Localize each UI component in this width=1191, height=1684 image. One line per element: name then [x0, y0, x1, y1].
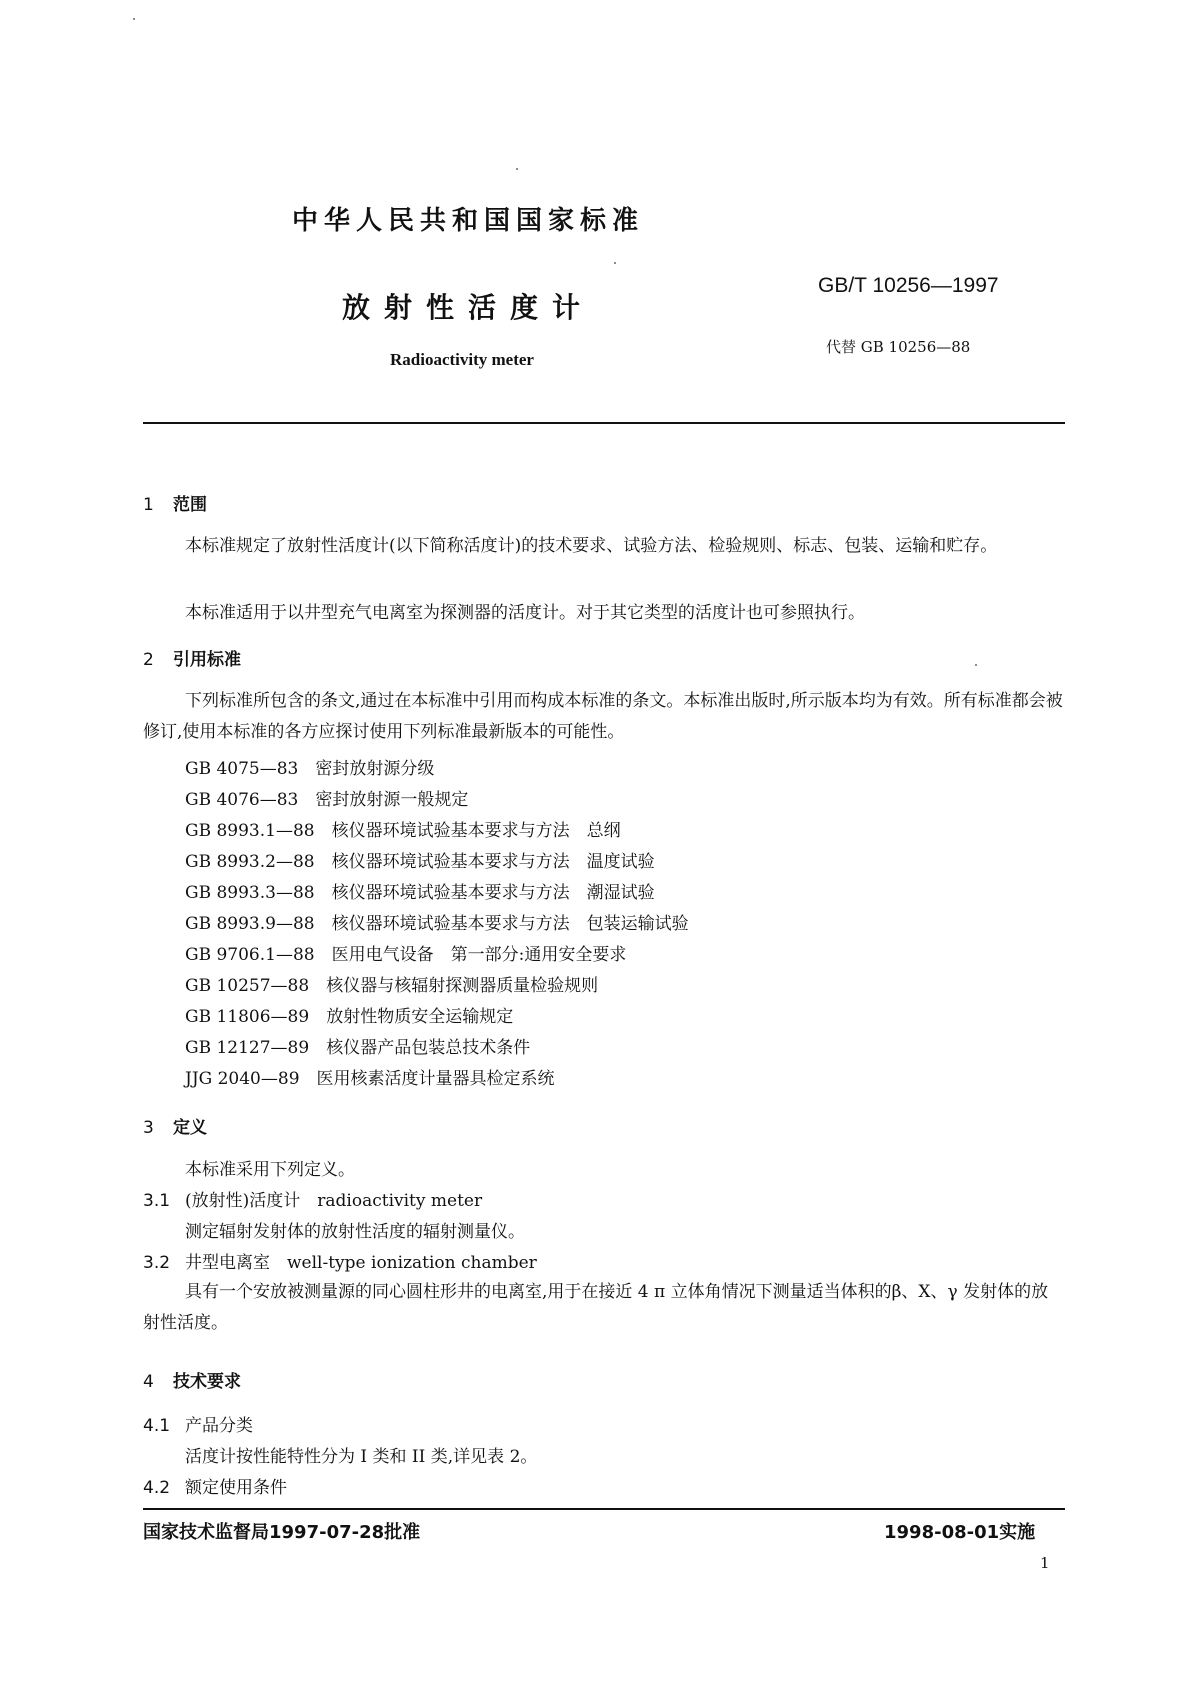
page-number: 1: [1040, 1554, 1050, 1572]
section-1-para-1: 本标准规定了放射性活度计(以下简称活度计)的技术要求、试验方法、检验规则、标志、包装、运输和贮存。: [185, 536, 998, 556]
section-2-heading: [143, 645, 241, 670]
clause-title: 额定使用条件: [185, 1478, 287, 1498]
reference-item: GB 4076—83 密封放射源一般规定: [185, 790, 469, 810]
national-standard-heading: 中华人民共和国国家标准: [292, 206, 645, 236]
section-title: 范围: [173, 495, 207, 515]
replaces-standard: 代替 GB 10256—88: [826, 338, 971, 356]
clause-number: 3.1: [143, 1191, 171, 1211]
definition-term: (放射性)活度计 radioactivity meter: [185, 1191, 483, 1211]
clause-title: 产品分类: [185, 1416, 253, 1436]
reference-item: GB 8993.2—88 核仪器环境试验基本要求与方法 温度试验: [185, 852, 655, 872]
reference-item: GB 8993.1—88 核仪器环境试验基本要求与方法 总纲: [185, 821, 621, 841]
scan-speck: [133, 18, 135, 20]
footer-divider: [143, 1508, 1065, 1510]
clause-4-1-text: 活度计按性能特性分为 I 类和 II 类,详见表 2。: [185, 1447, 538, 1467]
section-3-heading: [143, 1113, 207, 1138]
section-1-para-2: 本标准适用于以井型充气电离室为探测器的活度计。对于其它类型的活度计也可参照执行。: [185, 603, 865, 623]
section-2-para-1: 下列标准所包含的条文,通过在本标准中引用而构成本标准的条文。本标准出版时,所示版本均为有效。所有标准都会被修订,使用本标准的各方应探讨使用下列标准最新版本的可能性。: [143, 691, 1063, 742]
section-title: 定义: [173, 1118, 207, 1138]
scan-speck: [975, 664, 977, 666]
clause-number: 3.2: [143, 1253, 171, 1273]
approval-date: 国家技术监督局1997-07-28批准: [143, 1522, 421, 1543]
section-title: 技术要求: [173, 1372, 241, 1392]
scan-speck: [614, 262, 616, 264]
definition-3-2-term: [143, 1248, 537, 1273]
clause-number: 4.1: [143, 1416, 171, 1436]
reference-item: GB 8993.3—88 核仪器环境试验基本要求与方法 潮湿试验: [185, 883, 655, 903]
definition-term: 井型电离室 well-type ionization chamber: [185, 1253, 537, 1273]
standard-code: GB/T 10256—1997: [818, 274, 999, 297]
reference-item: GB 4075—83 密封放射源分级: [185, 759, 435, 779]
effective-date: 1998-08-01实施: [884, 1522, 1036, 1543]
clause-number: 4.2: [143, 1478, 171, 1498]
reference-item: GB 11806—89 放射性物质安全运输规定: [185, 1007, 514, 1027]
reference-item: JJG 2040—89 医用核素活度计量器具检定系统: [185, 1069, 555, 1089]
reference-item: GB 8993.9—88 核仪器环境试验基本要求与方法 包装运输试验: [185, 914, 689, 934]
section-title: 引用标准: [173, 650, 241, 670]
section-1-heading: [143, 490, 207, 515]
section-3-intro: 本标准采用下列定义。: [185, 1160, 355, 1180]
document-title-cn: 放射性活度计: [342, 291, 595, 324]
reference-item: GB 12127—89 核仪器产品包装总技术条件: [185, 1038, 531, 1058]
reference-item: GB 9706.1—88 医用电气设备 第一部分:通用安全要求: [185, 945, 627, 965]
document-title-en: Radioactivity meter: [390, 350, 534, 369]
section-number: 1: [143, 495, 154, 515]
definition-3-1-text: 测定辐射发射体的放射性活度的辐射测量仪。: [185, 1222, 525, 1242]
clause-4-1-heading: [143, 1411, 253, 1436]
section-number: 4: [143, 1372, 154, 1392]
scan-speck: [516, 168, 518, 170]
definition-3-2-text: 具有一个安放被测量源的同心圆柱形井的电离室,用于在接近 4 π 立体角情况下测量适当体积的β、X、γ 发射体的放射性活度。: [143, 1282, 1049, 1333]
section-number: 3: [143, 1118, 154, 1138]
section-4-heading: [143, 1367, 241, 1392]
section-number: 2: [143, 650, 154, 670]
reference-item: GB 10257—88 核仪器与核辐射探测器质量检验规则: [185, 976, 599, 996]
clause-4-2-heading: [143, 1473, 287, 1498]
header-divider: [143, 422, 1065, 424]
definition-3-1-term: [143, 1186, 482, 1211]
